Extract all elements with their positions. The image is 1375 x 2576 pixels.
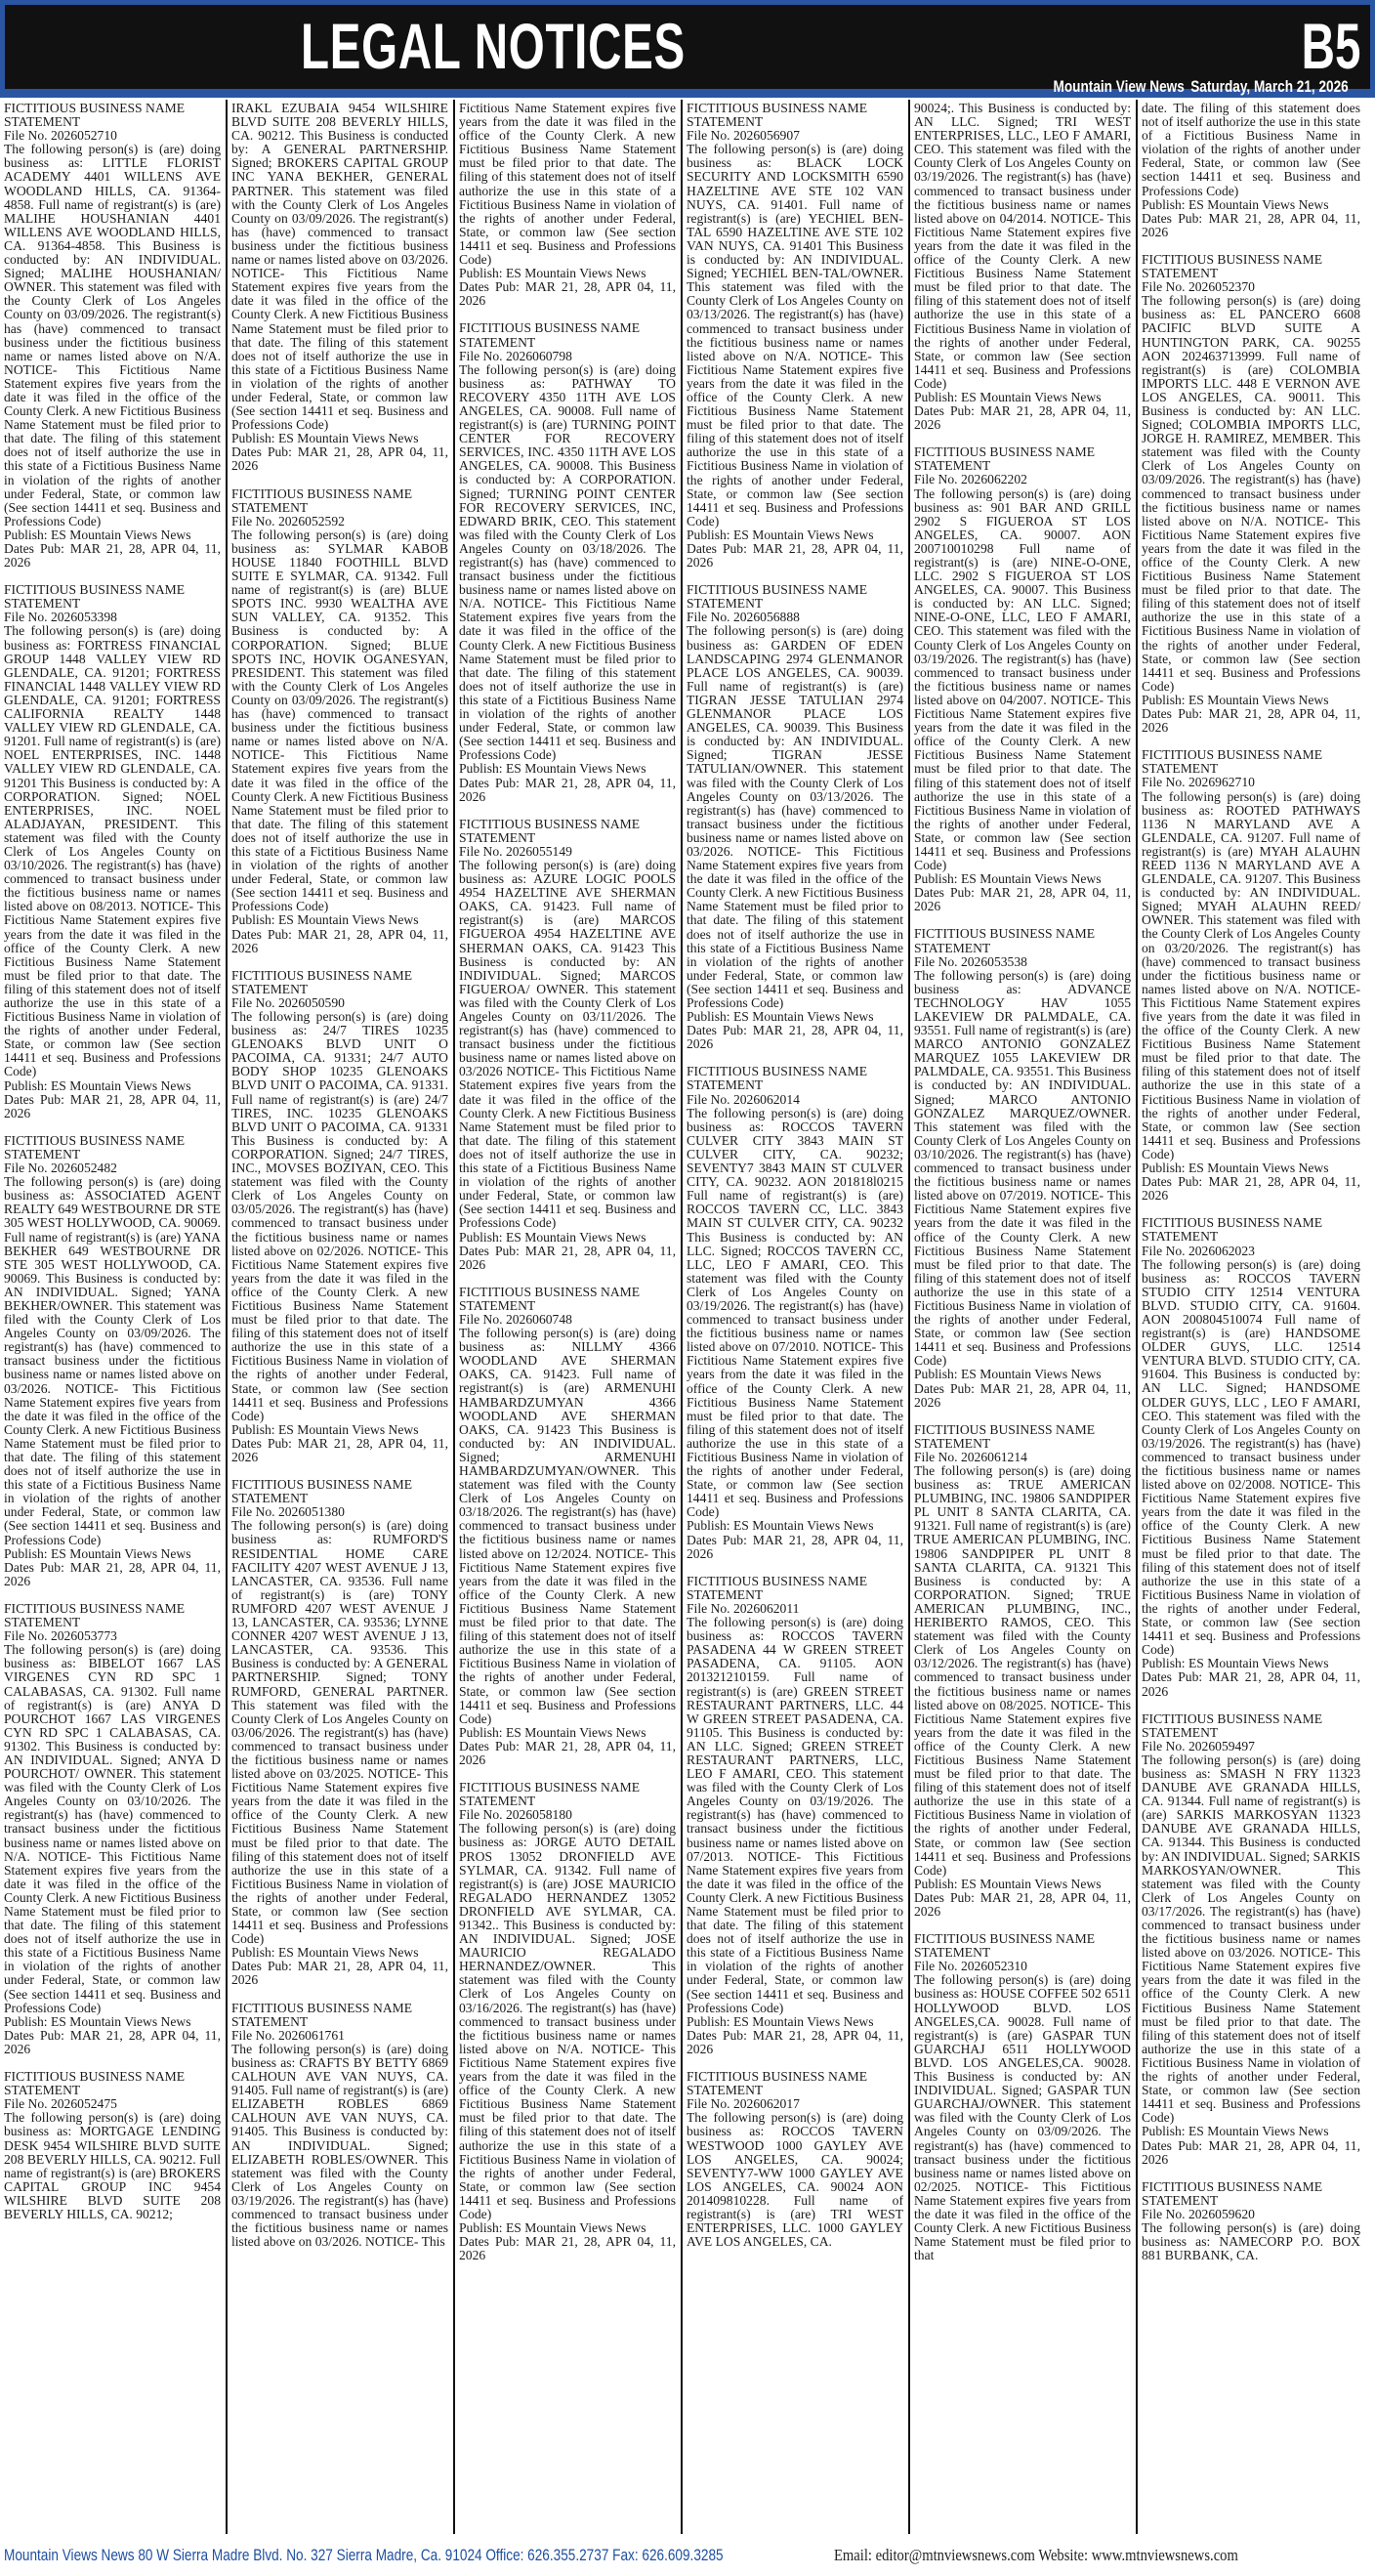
file-number: File No. 2026055149 xyxy=(459,843,572,859)
publication-dates: Dates Pub: MAR 21, 28, APR 04, 11, 2026 xyxy=(914,885,1131,914)
publish-line: Publish: ES Mountain Views News xyxy=(459,1724,646,1740)
notice-body xyxy=(687,624,903,1010)
publish-line: Publish: ES Mountain Views News xyxy=(687,2013,874,2029)
fictitious-business-notice xyxy=(231,487,448,955)
notice-continuation xyxy=(914,102,1131,432)
publication-dates: Dates Pub: MAR 21, 28, APR 04, 11, 2026 xyxy=(459,775,676,804)
file-number: File No. 2026053773 xyxy=(4,1628,117,1644)
notice-heading: FICTITIOUS BUSINESS NAME STATEMENT xyxy=(459,1780,641,1809)
notice-body xyxy=(1142,1753,1360,2126)
legal-notice-text: NOTICE- This Fictitious Name Statement expires five years from the date it was filed in the office of the County Clerk. A new Fictitious Business Name Statement must be filed prior to that date. The filing of this statement does not of itself authorize the use in this state of a Fictitious Business Name in violation of the rights of another under Federal, State, or common law (See section 14411 et seq. Business and Professions Code) xyxy=(914,1697,1132,1878)
publish-line: Publish: ES Mountain Views News xyxy=(914,1876,1102,1891)
notice-text: The following person(s) is (are) doing business as: NAMECORP P.O. BOX 881 BURBANK, CA. xyxy=(1142,2219,1360,2263)
notice-body xyxy=(914,1464,1131,1878)
file-number: File No. 2026058180 xyxy=(459,1807,572,1823)
notice-text: IRAKL EZUBAIA 9454 WILSHIRE BLVD SUITE 208 BEVERLY HILLS, CA. 90212. This Business is conducted by: A GENERAL PARTNERSHIP. Signed; BROKERS CAPITAL GROUP INC YANA BEKHER, GENERAL PARTNER. This statement was filed with the County Clerk of Los Angeles County on 03/09/2026. The registrant(s) has (have) commenced to transact business under the fictitious business name or names listed above on 03/2026. xyxy=(231,101,448,268)
publish-line: Publish: ES Mountain Views News xyxy=(1142,196,1329,212)
file-number: File No. 2026052370 xyxy=(1142,279,1255,295)
publication-dates: Dates Pub: MAR 21, 28, APR 04, 11, 2026 xyxy=(4,2027,221,2056)
notice-body xyxy=(231,2043,448,2249)
notice-text: The following person(s) is (are) doing business as: RUMFORD'S RESIDENTIAL HOME CARE FACILITY 4207 WEST AVENUE J 13, LANCASTER, CA. 93536. Full name of registrant(s) is (are) TONY RUMFORD 4207 WEST AVENUE J 13, LANCASTER, CA. 93536; LYNNE CONNER 4207 WEST AVENUE J 13, LANCASTER, CA. 93536. This Business is conducted by: A GENERAL PARTNERSHIP. Signed; TONY RUMFORD, GENERAL PARTNER. This statement was filed with the County Clerk of Los Angeles County on 03/06/2026. The registrant(s) has (have) commenced to transact business under the fictitious business name or names listed above on 03/2025. xyxy=(231,1518,448,1782)
notice-heading: FICTITIOUS BUSINESS NAME STATEMENT xyxy=(914,926,1096,955)
footer-contact: Mountain Views News 80 W Sierra Madre Blvd. No. 327 Sierra Madre, Ca. 91024 Office: 626.355.2737 Fax: 626.609.3285 xyxy=(4,2546,724,2564)
publish-line: Publish: ES Mountain Views News xyxy=(687,527,874,542)
publication-dates: Dates Pub: MAR 21, 28, APR 04, 11, 2026 xyxy=(231,444,448,474)
notice-body xyxy=(4,1175,221,1547)
notice-text: The following person(s) is (are) doing business as: CRAFTS BY BETTY 6869 CALHOUN AVE VAN NUYS, CA. 91405. Full name of registrant(s) is (are) ELIZABETH ROBLES 6869 CALHOUN AVE VAN NUYS, CA. 91405. This Business is conducted by: AN INDIVIDUAL. Signed; ELIZABETH ROBLES/OWNER. This statement was filed with the County Clerk of Los Angeles County on 03/19/2026. The registrant(s) has (have) commenced to transact business under the fictitious business name or names listed above on 03/2026. NOTICE- This xyxy=(231,2041,448,2250)
notice-heading: FICTITIOUS BUSINESS NAME STATEMENT xyxy=(1142,747,1323,777)
notice-body xyxy=(1142,102,1360,198)
file-number: File No. 2026962710 xyxy=(1142,775,1255,790)
fictitious-business-notice xyxy=(231,2002,448,2250)
publication-dates: Dates Pub: MAR 21, 28, APR 04, 11, 2026 xyxy=(687,1532,903,1561)
fictitious-business-notice xyxy=(1142,253,1360,735)
notice-heading: FICTITIOUS BUSINESS NAME STATEMENT xyxy=(687,101,868,130)
notice-heading: FICTITIOUS BUSINESS NAME STATEMENT xyxy=(4,2069,186,2098)
notice-text: The following person(s) is (are) doing business as: TRUE AMERICAN PLUMBING, INC. 19806 SANDPIPER PL UNIT 8 SANTA CLARITA, CA. 91321. Full name of registrant(s) is (are) TRUE AMERICAN PLUMBING, INC. 19806 SANDPIPER PL UNIT 8 SANTA CLARITA, CA. 91321 This Business is conducted by: A CORPORATION. Signed; TRUE AMERICAN PLUMBING, INC., HERIBERTO RAMOS, CEO. This statement was filed with the County Clerk of Los Angeles County on 03/12/2026. The registrant(s) has (have) commenced to transact business under the fictitious business name or names listed above on 08/2025. xyxy=(914,1463,1131,1712)
publication-dates: Dates Pub: MAR 21, 28, APR 04, 11, 2026 xyxy=(914,403,1131,433)
notice-body xyxy=(231,528,448,914)
legal-notice-text: NOTICE- This Fictitious Name Statement expires five years from the date it was filed in the office of the County Clerk. A new Fictitious Business Name Statement must be filed prior to that date. The filing of this statement does not of itself authorize the use in this state of a Fictitious Business Name in violation of the rights of another under Federal, State, or common law (See section 14411 et seq. Business and Professions Code) xyxy=(687,1339,904,1520)
legal-notice-text: NOTICE- This Fictitious Name Statement expires five years from the date it was filed in the office of the County Clerk. A new Fictitious Business Name Statement must be filed prior to that date. The filing of this statement does not of itself authorize the use in this state of a Fictitious Business Name in violation of the rights of another under Federal, State, or common law (See section 14411 et seq. Business and Professions Code) xyxy=(1142,1477,1360,1658)
fictitious-business-notice xyxy=(4,1602,221,2056)
notice-text: The following person(s) is (are) doing business as: LITTLE FLORIST ACADEMY 4401 WILLENS AVE WOODLAND HILLS, CA. 91364-4858. Full name of registrant(s) is (are) MALIHE HOUSHANIAN 4401 WILLENS AVE WOODLAND HILLS, CA. 91364-4858. This Business is conducted by: AN INDIVIDUAL. Signed; MALIHE HOUSHANIAN/ OWNER. This statement was filed with the County Clerk of Los Angeles County on 03/09/2026. The registrant(s) has (have) commenced to transact business under the fictitious business name or names listed above on N/A. xyxy=(4,142,221,363)
fictitious-business-notice xyxy=(687,583,903,1051)
notice-columns xyxy=(0,100,1375,2534)
legal-notice-text: NOTICE- This Fictitious Name Statement expires five years from the date it was filed in the office of the County Clerk. A new Fictitious Business Name Statement must be filed prior to that date. The filing of this statement does not of itself authorize the use in this state of a Fictitious Business Name in violation of the rights of another under Federal, State, or common law (See section 14411 et seq. Business and Professions Code) xyxy=(1142,1945,1360,2126)
notice-heading: FICTITIOUS BUSINESS NAME STATEMENT xyxy=(231,967,413,996)
legal-notice-text: NOTICE- This Fictitious Name Statement expires five years from the date it was filed in the office of the County Clerk. A new Fictitious Business Name Statement must be filed prior to that date. The filing of this statement does not of itself authorize the use in this state of a Fictitious Business Name in violation of the rights of another under Federal, State, or common law (See section 14411 et seq. Business and Professions Code) xyxy=(1142,981,1360,1161)
notice-continuation xyxy=(231,102,448,474)
publication-dates: Dates Pub: MAR 21, 28, APR 04, 11, 2026 xyxy=(231,926,448,955)
publication-dates: Dates Pub: MAR 21, 28, APR 04, 11, 2026 xyxy=(231,1435,448,1464)
notice-heading: FICTITIOUS BUSINESS NAME STATEMENT xyxy=(914,1931,1096,1961)
notice-heading: FICTITIOUS BUSINESS NAME STATEMENT xyxy=(459,320,641,350)
publish-line: Publish: ES Mountain Views News xyxy=(4,1077,191,1093)
publish-line: Publish: ES Mountain Views News xyxy=(459,266,646,281)
notice-body xyxy=(1142,294,1360,694)
notice-text: The following person(s) is (are) doing business as: BLACK LOCK SECURITY AND LOCKSMITH 6590 HAZELTINE AVE STE 102 VAN NUYS, CA. 91401. Full name of registrant(s) is (are) YECHIEL BEN-TAL 6590 HAZELTINE AVE STE 102 VAN NUYS, CA. 91401 This Business is conducted by: AN INDIVIDUAL. Signed; YECHIEL BEN-TAL/OWNER. This statement was filed with the County Clerk of Los Angeles County on 03/13/2026. The registrant(s) has (have) commenced to transact business under the fictitious business name or names listed above on N/A. xyxy=(687,142,903,363)
notice-heading: FICTITIOUS BUSINESS NAME STATEMENT xyxy=(914,1421,1096,1451)
notice-text: 90024;. This Business is conducted by: AN LLC. Signed; TRI WEST ENTERPRISES, LLC., LEO F AMARI, CEO. This statement was filed with the County Clerk of Los Angeles County on 03/19/2026. The registrant(s) has (have) commenced to transact business under the fictitious business name or names listed above on 04/2014. xyxy=(914,101,1131,226)
publish-line: Publish: ES Mountain Views News xyxy=(687,1009,874,1025)
notice-heading: FICTITIOUS BUSINESS NAME STATEMENT xyxy=(4,1132,186,1161)
notice-text: Fictitious Name Statement expires five years from the date it was filed in the office of the County Clerk. A new Fictitious Business Name Statement must be filed prior to that date. The filing of this statement does not of itself authorize the use in this state of a Fictitious Business Name in violation of the rights of another under Federal, State, or common law (See section 14411 et seq. Business and Professions Code) xyxy=(459,101,676,268)
publish-line: Publish: ES Mountain Views News xyxy=(459,2220,646,2236)
publication-dates: Dates Pub: MAR 21, 28, APR 04, 11, 2026 xyxy=(914,1889,1131,1919)
fictitious-business-notice xyxy=(231,1478,448,1987)
notice-text: The following person(s) is (are) doing business as: PATHWAY TO RECOVERY 4350 11TH AVE LOS ANGELES, CA. 90008. Full name of registrant(s) is (are) TURNING POINT CENTER FOR RECOVERY SERVICES, INC. 4350 11TH AVE LOS ANGELES, CA. 90008. This Business is conducted by: A CORPORATION. Signed; TURNING POINT CENTER FOR RECOVERY SERVICES, INC, EDWARD BRIK, CEO. This statement was filed with the County Clerk of Los Angeles County on 03/18/2026. The registrant(s) has (have) commenced to transact business under the fictitious business name or names listed above on N/A. xyxy=(459,361,676,612)
file-number: File No. 2026051380 xyxy=(231,1504,345,1520)
publish-line: Publish: ES Mountain Views News xyxy=(1142,1161,1329,1176)
publish-line: Publish: ES Mountain Views News xyxy=(1142,1656,1329,1671)
legal-notice-text: NOTICE- This Fictitious Name Statement expires five years from the date it was filed in the office of the County Clerk. A new Fictitious Business Name Statement must be filed prior to that date. The filing of this statement does not of itself authorize the use in this state of a Fictitious Business Name in violation of the rights of another under Federal, State, or common law (See section 14411 et seq. Business and Professions Code) xyxy=(687,1848,903,2015)
notice-body xyxy=(687,143,903,528)
notice-heading: FICTITIOUS BUSINESS NAME STATEMENT xyxy=(459,1284,641,1313)
notice-heading: FICTITIOUS BUSINESS NAME STATEMENT xyxy=(687,582,868,612)
notice-heading: FICTITIOUS BUSINESS NAME STATEMENT xyxy=(687,1573,868,1602)
publication-dates: Dates Pub: MAR 21, 28, APR 04, 11, 2026 xyxy=(1142,2137,1360,2167)
publish-line: Publish: ES Mountain Views News xyxy=(4,1545,191,1561)
notice-body xyxy=(459,1822,676,2221)
notice-column xyxy=(228,100,455,2534)
notice-continuation xyxy=(459,102,676,308)
publication-dates: Dates Pub: MAR 21, 28, APR 04, 11, 2026 xyxy=(1142,1669,1360,1699)
notice-body xyxy=(1142,790,1360,1162)
notice-body xyxy=(231,1519,448,1946)
legal-notice-text: NOTICE- This Fictitious Name Statement expires five years from the date it was filed in the office of the County Clerk. A new Fictitious Business Name Statement must be filed prior to that date. The filing of this statement does not of itself authorize the use in this state of a Fictitious Business Name in violation of the rights of another under Federal, State, or common law (See section 14411 et seq. Business and Professions Code) xyxy=(4,1848,221,2015)
file-number: File No. 2026052310 xyxy=(914,1959,1027,1974)
file-number: File No. 2026062023 xyxy=(1142,1243,1255,1258)
publish-line: Publish: ES Mountain Views News xyxy=(4,2013,191,2029)
notice-heading: FICTITIOUS BUSINESS NAME STATEMENT xyxy=(4,1600,186,1630)
fictitious-business-notice xyxy=(459,1286,676,1767)
notice-text: The following person(s) is (are) doing business as: JORGE AUTO DETAIL PROS 13052 DRONFIELD AVE SYLMAR, CA. 91342. Full name of registrant(s) is (are) JOSE MAURICIO REGALADO HERNANDEZ 13052 DRONFIELD AVE SYLMAR, CA. 91342.. This Business is conducted by: AN INDIVIDUAL. Signed; JOSE MAURICIO REGALADO HERNANDEZ/OWNER. This statement was filed with the County Clerk of Los Angeles County on 03/16/2026. The registrant(s) has (have) commenced to transact business under the fictitious business name or names listed above on N/A. xyxy=(459,1821,676,2056)
notice-body xyxy=(4,1643,221,2015)
notice-text: The following person(s) is (are) doing business as: EL PANCERO 6608 PACIFIC BLVD SUITE A HUNTINGTON PARK, CA. 90255 AON 202463713999. Full name of registrant(s) is (are) COLOMBIA IMPORTS LLC. 448 E VERNON AVE LOS ANGELES, CA. 90011. This Business is conducted by: AN LLC. Signed; COLOMBIA IMPORTS LLC, JORGE H. RAMIREZ, MEMBER. This statement was filed with the County Clerk of Los Angeles County on 03/09/2026. The registrant(s) has (have) commenced to transact business under the fictitious business name or names listed above on N/A. xyxy=(1142,293,1360,528)
notice-text: The following person(s) is (are) doing business as: ADVANCE TECHNOLOGY HAV 1055 LAKEVIEW DR PALMDALE, CA. 93551. Full name of registrant(s) is (are) MARCO ANTONIO GONZALEZ MARQUEZ 1055 LAKEVIEW DR PALMDALE, CA. 93551. This Business is conducted by: AN INDIVIDUAL. Signed; MARCO ANTONIO GONZALEZ MARQUEZ/OWNER. This statement was filed with the County Clerk of Los Angeles County on 03/10/2026. The registrant(s) has (have) commenced to transact business under the fictitious business name or names listed above on 07/2019. xyxy=(914,967,1131,1204)
fictitious-business-notice xyxy=(4,1134,221,1588)
file-number: File No. 2026053538 xyxy=(914,953,1027,969)
publish-line: Publish: ES Mountain Views News xyxy=(1142,2124,1329,2139)
notice-body xyxy=(459,102,676,267)
publish-line: Publish: ES Mountain Views News xyxy=(914,871,1102,887)
legal-notice-text: NOTICE- This Fictitious Name Statement expires five years from the date it was filed in the office of the County Clerk. A new Fictitious Business Name Statement must be filed prior to that date. The filing of this statement does not of itself authorize the use in this state of a Fictitious Business Name in violation of the rights of another under Federal, State, or common law (See section 14411 et seq. Business and Professions Code) xyxy=(231,266,448,433)
notice-heading: FICTITIOUS BUSINESS NAME STATEMENT xyxy=(1142,1215,1323,1245)
legal-notice-text: NOTICE- This Fictitious Name Statement expires five years from the date it was filed in the office of the County Clerk. A new Fictitious Business Name Statement must be filed prior to that date. The filing of this statement does not of itself authorize the use in this state of a Fictitious Business Name in violation of the rights of another under Federal, State, or common law (See section 14411 et seq. Business and Professions Code) xyxy=(1142,513,1360,694)
publish-line: Publish: ES Mountain Views News xyxy=(4,527,191,542)
footer xyxy=(4,2544,1371,2567)
masthead xyxy=(0,0,1375,98)
legal-notice-text: NOTICE- This Fictitious Name Statement expires five years from the date it was filed in the office of the County Clerk. A new Fictitious Business Name Statement must be filed prior to that date. The filing of this statement does not of itself authorize the use in this state of a Fictitious Business Name in violation of the rights of another under Federal, State, or common law (See section 14411 et seq. Business and Professions Code) xyxy=(4,361,221,528)
notice-text: The following person(s) is (are) doing business as: NILLMY 4366 WOODLAND AVE SHERMAN OAKS, CA. 91423. Full name of registrant(s) is (are) ARMENUHI HAMBARDZUMYAN 4366 WOODLAND AVE SHERMAN OAKS, CA. 91423 This Business is conducted by: AN INDIVIDUAL. Signed; ARMENUHI HAMBARDZUMYAN/OWNER. This statement was filed with the County Clerk of Los Angeles County on 03/18/2026. The registrant(s) has (have) commenced to transact business under the fictitious business name or names listed above on 12/2024. xyxy=(459,1326,676,1561)
fictitious-business-notice xyxy=(687,102,903,570)
paper-name: Mountain View News xyxy=(1053,77,1186,96)
legal-notice-text: NOTICE- This Fictitious Name Statement expires five years from the date it was filed in the office of the County Clerk. A new Fictitious Business Name Statement must be filed prior to that date. The filing of this statement does not of itself authorize the use in this state of a Fictitious Business Name in violation of the rights of another under Federal, State, or common law (See section 14411 et seq. Business and Professions Code) xyxy=(231,1766,449,1947)
notice-heading: FICTITIOUS BUSINESS NAME STATEMENT xyxy=(231,486,413,515)
fictitious-business-notice xyxy=(4,2070,221,2221)
fictitious-business-notice xyxy=(914,445,1131,913)
file-number: File No. 2026052592 xyxy=(231,513,345,528)
file-number: File No. 2026052482 xyxy=(4,1161,117,1176)
publication-dates: Dates Pub: MAR 21, 28, APR 04, 11, 2026 xyxy=(4,541,221,570)
publication-dates: Dates Pub: MAR 21, 28, APR 04, 11, 2026 xyxy=(1142,210,1360,239)
fictitious-business-notice xyxy=(459,818,676,1272)
notice-continuation xyxy=(1142,102,1360,239)
notice-heading: FICTITIOUS BUSINESS NAME STATEMENT xyxy=(231,2000,413,2029)
notice-body xyxy=(1142,1258,1360,1658)
notice-body xyxy=(4,2111,221,2221)
fictitious-business-notice xyxy=(1142,1712,1360,2167)
notice-text: The following person(s) is (are) doing business as: MORTGAGE LENDING DESK 9454 WILSHIRE BLVD SUITE 208 BEVERLY HILLS, CA. 90212. Full name of registrant(s) is (are) BROKERS CAPITAL GROUP INC 9454 WILSHIRE BLVD SUITE 208 BEVERLY HILLS, CA. 90212; xyxy=(4,2110,221,2221)
notice-text: The following person(s) is (are) doing business as: ASSOCIATED AGENT REALTY 649 WESTBOURNE DR STE 305 WEST HOLLYWOOD, CA. 90069. Full name of registrant(s) is (are) YANA BEKHER 649 WESTBOURNE DR STE 305 WEST HOLLYWOOD, CA. 90069. This Business is conducted by: AN INDIVIDUAL. Signed; YANA BEKHER/OWNER. This statement was filed with the County Clerk of Los Angeles County on 03/09/2026. The registrant(s) has (have) commenced to transact business under the fictitious business name or names listed above on 03/2026. xyxy=(4,1174,221,1396)
publication-dates: Dates Pub: MAR 21, 28, APR 04, 11, 2026 xyxy=(1142,706,1360,736)
notice-body xyxy=(459,363,676,763)
file-number: File No. 2026061761 xyxy=(231,2027,345,2043)
notice-column xyxy=(0,100,228,2534)
fictitious-business-notice xyxy=(914,1423,1131,1919)
footer-web: Email: editor@mtnviewsnews.com Website: www.mtnviewsnews.com xyxy=(834,2546,1238,2564)
legal-notice-text: NOTICE- This Fictitious Name Statement expires five years from the date it was filed in the office of the County Clerk. A new Fictitious Business Name Statement must be filed prior to that date. The filing of this statement does not of itself authorize the use in this state of a Fictitious Business Name in violation of the rights of another under Federal, State, or common law (See section 14411 et seq. Business and Professions Code) xyxy=(914,1188,1132,1369)
fictitious-business-notice xyxy=(687,1065,903,1560)
notice-body xyxy=(914,969,1131,1369)
notice-text: The following person(s) is (are) doing business as: ROCCOS TAVERN STUDIO CITY 12514 VENTURA BLVD. STUDIO CITY, CA. 91604. AON 200804510074 Full name of registrant(s) is (are) HANDSOME OLDER GUYS, LLC. 12514 VENTURA BLVD. STUDIO CITY, CA. 91604. This Business is conducted by: AN LLC. Signed; HANDSOME OLDER GUYS, LLC , LEO F AMARI, CEO. This statement was filed with the County Clerk of Los Angeles County on 03/19/2026. The registrant(s) has (have) commenced to transact business under the fictitious business name or names listed above on 02/2008. xyxy=(1142,1256,1360,1493)
fictitious-business-notice xyxy=(1142,1216,1360,1698)
section-title: LEGAL NOTICES xyxy=(301,10,686,82)
publication-dates: Dates Pub: MAR 21, 28, APR 04, 11, 2026 xyxy=(459,2234,676,2263)
publication-dates: Dates Pub: MAR 21, 28, APR 04, 11, 2026 xyxy=(231,1959,448,1988)
fictitious-business-notice xyxy=(687,1575,903,2056)
notice-text: The following person(s) is (are) doing business as: 24/7 TIRES 10235 GLENOAKS BLVD UNIT O PACOIMA, CA. 91331; 24/7 AUTO BODY SHOP 10235 GLENOAKS BLVD UNIT O PACOIMA, CA. 91331. Full name of registrant(s) is (are) 24/7 TIRES, INC. 10235 GLENOAKS BLVD UNIT O PACOIMA, CA. 91331 This Business is conducted by: A CORPORATION. Signed; 24/7 TIRES, INC., MOVSES BOZIYAN, CEO. This statement was filed with the County Clerk of Los Angeles County on 03/05/2026. The registrant(s) has (have) commenced to transact business under the fictitious business name or names listed above on 02/2026. xyxy=(231,1009,448,1258)
publish-line: Publish: ES Mountain Views News xyxy=(231,1421,419,1437)
file-number: File No. 2026052710 xyxy=(4,128,117,144)
notice-text: The following person(s) is (are) doing business as: HOUSE COFFEE 502 6511 HOLLYWOOD BLVD. LOS ANGELES,CA. 90028. Full name of registrant(s) is (are) GASPAR TUN GUARCHAJ 6511 HOLLYWOOD BLVD. LOS ANGELES,CA. 90028. This Business is conducted by: AN INDIVIDUAL. Signed; GASPAR TUN GUARCHAJ/OWNER. This statement was filed with the County Clerk of Los Angeles County on 03/09/2026. The registrant(s) has (have) commenced to transact business under the fictitious business name or names listed above on 02/2025. NOTICE- This Fictitious Name Statement expires five years from the date it was filed in the office of the County Clerk. A new Fictitious Business Name Statement must be filed prior to that xyxy=(914,1972,1131,2263)
notice-body xyxy=(459,859,676,1231)
file-number: File No. 2026060748 xyxy=(459,1311,572,1327)
legal-notice-text: NOTICE- This Fictitious Name Statement expires five years from the date it was filed in the office of the County Clerk. A new Fictitious Business Name Statement must be filed prior to that date. The filing of this statement does not of itself authorize the use in this state of a Fictitious Business Name in violation of the rights of another under Federal, State, or common law (See section 14411 et seq. Business and Professions Code) xyxy=(4,899,222,1079)
notice-body xyxy=(687,2111,903,2249)
notice-body xyxy=(914,487,1131,873)
publish-line: Publish: ES Mountain Views News xyxy=(459,761,646,777)
fictitious-business-notice xyxy=(459,1781,676,2262)
file-number: File No. 2026059497 xyxy=(1142,1738,1255,1753)
notice-body xyxy=(4,143,221,528)
publication-dates: Dates Pub: MAR 21, 28, APR 04, 11, 2026 xyxy=(459,1243,676,1272)
publish-line: Publish: ES Mountain Views News xyxy=(231,1945,419,1961)
file-number: File No. 2026056888 xyxy=(687,610,800,625)
legal-notice-text: NOTICE- This Fictitious Name Statement expires five years from the date it was filed in the office of the County Clerk. A new Fictitious Business Name Statement must be filed prior to that date. The filing of this statement does not of itself authorize the use in this state of a Fictitious Business Name in violation of the rights of another under Federal, State, or common law (See section 14411 et seq. Business and Professions Code) xyxy=(231,1243,449,1423)
notice-column xyxy=(910,100,1138,2534)
notice-heading: FICTITIOUS BUSINESS NAME STATEMENT xyxy=(231,1477,413,1506)
notice-body xyxy=(1142,2221,1360,2262)
publication-dates: Dates Pub: MAR 21, 28, APR 04, 11, 2026 xyxy=(4,1559,221,1588)
publication-dates: Dates Pub: MAR 21, 28, APR 04, 11, 2026 xyxy=(687,541,903,570)
notice-column xyxy=(455,100,683,2534)
notice-heading: FICTITIOUS BUSINESS NAME STATEMENT xyxy=(1142,1710,1323,1740)
notice-heading: FICTITIOUS BUSINESS NAME STATEMENT xyxy=(1142,251,1323,281)
notice-body xyxy=(914,1973,1131,2262)
file-number: File No. 2026062011 xyxy=(687,1600,800,1616)
file-number: File No. 2026062202 xyxy=(914,472,1027,487)
publication-dates: Dates Pub: MAR 21, 28, APR 04, 11, 2026 xyxy=(1142,1174,1360,1204)
legal-notice-text: NOTICE- This Fictitious Name Statement expires five years from the date it was filed in the office of the County Clerk. A new Fictitious Business Name Statement must be filed prior to that date. The filing of this statement does not of itself authorize the use in this state of a Fictitious Business Name in violation of the rights of another under Federal, State, or common law (See section 14411 et seq. Business and Professions Code) xyxy=(687,843,903,1010)
publish-line: Publish: ES Mountain Views News xyxy=(687,1518,874,1534)
file-number: File No. 2026056907 xyxy=(687,128,800,144)
page-number: B5 xyxy=(1301,10,1360,82)
legal-notice-text: NOTICE- This Fictitious Name Statement expires five years from the date it was filed in the office of the County Clerk. A new Fictitious Business Name Statement must be filed prior to that date. The filing of this statement does not of itself authorize the use in this state of a Fictitious Business Name in violation of the rights of another under Federal, State, or common law (See section 14411 et seq. Business and Professions Code) xyxy=(4,1380,221,1547)
notice-heading: FICTITIOUS BUSINESS NAME STATEMENT xyxy=(914,444,1096,474)
notice-text: The following person(s) is (are) doing business as: AZURE LOGIC POOLS 4954 HAZELTINE AVE SHERMAN OAKS, CA. 91423. Full name of registrant(s) is (are) MARCOS FIGUEROA 4954 HAZELTINE AVE SHERMAN OAKS, CA. 91423 This Business is conducted by: AN INDIVIDUAL. Signed; MARCOS FIGUEROA/ OWNER. This statement was filed with the County Clerk of Los Angeles County on 03/11/2026. The registrant(s) has (have) commenced to transact business under the fictitious business name or names listed above on 03/2026 xyxy=(459,857,676,1079)
fictitious-business-notice xyxy=(459,321,676,803)
publication-dates: Dates Pub: MAR 21, 28, APR 04, 11, 2026 xyxy=(687,1023,903,1052)
notice-body xyxy=(231,102,448,432)
legal-notice-text: NOTICE- This Fictitious Name Statement expires five years from the date it was filed in the office of the County Clerk. A new Fictitious Business Name Statement must be filed prior to that date. The filing of this statement does not of itself authorize the use in this state of a Fictitious Business Name in violation of the rights of another under Federal, State, or common law (See section 14411 et seq. Business and Professions Code) xyxy=(459,596,676,763)
fictitious-business-notice xyxy=(914,1932,1131,2262)
notice-heading: FICTITIOUS BUSINESS NAME STATEMENT xyxy=(459,816,641,845)
notice-heading: FICTITIOUS BUSINESS NAME STATEMENT xyxy=(687,1064,868,1093)
publication-dates: Dates Pub: MAR 21, 28, APR 04, 11, 2026 xyxy=(459,1738,676,1767)
legal-notice-text: NOTICE- This Fictitious Name Statement expires five years from the date it was filed in the office of the County Clerk. A new Fictitious Business Name Statement must be filed prior to that date. The filing of this statement does not of itself authorize the use in this state of a Fictitious Business Name in violation of the rights of another under Federal, State, or common law (See section 14411 et seq. Business and Professions Code) xyxy=(459,2041,676,2221)
notice-column xyxy=(1138,100,1365,2534)
legal-notice-text: NOTICE- This Fictitious Name Statement expires five years from the date it was filed in the office of the County Clerk. A new Fictitious Business Name Statement must be filed prior to that date. The filing of this statement does not of itself authorize the use in this state of a Fictitious Business Name in violation of the rights of another under Federal, State, or common law (See section 14411 et seq. Business and Professions Code) xyxy=(914,692,1132,873)
notice-text: The following person(s) is (are) doing business as: ROCCOS TAVERN CULVER CITY 3843 MAIN ST CULVER CITY, CA. 90232; SEVENTY7 3843 MAIN ST CULVER CITY, CA. 90232. AON 201818l0215 Full name of registrant(s) is (are) ROCCOS TAVERN CC, LLC. 3843 MAIN ST CULVER CITY, CA. 90232 This Business is conducted by: AN LLC. Signed; ROCCOS TAVERN CC, LLC, LEO F AMARI, CEO. This statement was filed with the County Clerk of Los Angeles County on 03/19/2026. The registrant(s) has (have) commenced to transact business under the fictitious business name or names listed above on 07/2010. xyxy=(687,1105,903,1355)
notice-text: The following person(s) is (are) doing business as: ROCCOS TAVERN WESTWOOD 1000 GAYLEY AVE LOS ANGELES, CA. 90024; SEVENTY7-WW 1000 GAYLEY AVE LOS ANGELES, CA. 90024 AON 201409810228. Full name of registrant(s) is (are) TRI WEST ENTERPRISES, LLC. 1000 GAYLEY AVE LOS ANGELES, CA. xyxy=(687,2110,903,2250)
notice-text: The following person(s) is (are) doing business as: FORTRESS FINANCIAL GROUP 1448 VALLEY VIEW RD GLENDALE, CA. 91201; FORTRESS FINANCIAL 1448 VALLEY VIEW RD GLENDALE, CA. 91201; FORTRESS CALIFORNIA REALTY 1448 VALLEY VIEW RD GLENDALE, CA. 91201. Full name of registrant(s) is (are) NOEL ENTERPRISES, INC. 1448 VALLEY VIEW RD GLENDALE, CA. 91201 This Business is conducted by: A CORPORATION. Signed; NOEL ENTERPRISES, INC. NOEL ALADJAYAN, PRESIDENT. This statement was filed with the County Clerk of Los Angeles County on 03/10/2026. The registrant(s) has (have) commenced to transact business under the fictitious business name or names listed above on 08/2013. xyxy=(4,623,221,914)
fictitious-business-notice xyxy=(914,927,1131,1409)
notice-text: The following person(s) is (are) doing business as: BIBELOT 1667 LAS VIRGENES CYN RD SPC 1 CALABASAS, CA. 91302. Full name of registrant(s) is (are) ANYA D POURCHOT 1667 LAS VIRGENES CYN RD SPC 1 CALABASAS, CA. 91302. This Business is conducted by: AN INDIVIDUAL. Signed; ANYA D POURCHOT/ OWNER. This statement was filed with the County Clerk of Los Angeles County on 03/10/2026. The registrant(s) has (have) commenced to transact business under the fictitious business name or names listed above on N/A. xyxy=(4,1642,221,1864)
masthead-band xyxy=(5,5,1370,96)
file-number: File No. 2026059620 xyxy=(1142,2206,1255,2221)
fictitious-business-notice xyxy=(4,583,221,1120)
notice-body xyxy=(231,1010,448,1423)
fictitious-business-notice xyxy=(1142,748,1360,1203)
legal-notice-text: NOTICE- This Fictitious Name Statement expires five years from the date it was filed in the office of the County Clerk. A new Fictitious Business Name Statement must be filed prior to that date. The filing of this statement does not of itself authorize the use in this state of a Fictitious Business Name in violation of the rights of another under Federal, State, or common law (See section 14411 et seq. Business and Professions Code) xyxy=(687,348,903,528)
notice-text: The following person(s) is (are) doing business as: GARDEN OF EDEN LANDSCAPING 2974 GLENMANOR PLACE LOS ANGELES, CA. 90039. Full name of registrant(s) is (are) TIGRAN JESSE TATULIAN 2974 GLENMANOR PLACE LOS ANGELES, CA. 90039. This Business is conducted by: AN INDIVIDUAL. Signed; TIGRAN JESSE TATULIAN/OWNER. This statement was filed with the County Clerk of Los Angeles County on 03/13/2026. The registrant(s) has (have) commenced to transact business under the fictitious business name or names listed above on 03/2026. xyxy=(687,623,903,859)
notice-heading: FICTITIOUS BUSINESS NAME STATEMENT xyxy=(1142,2178,1323,2208)
publish-line: Publish: ES Mountain Views News xyxy=(231,431,419,446)
file-number: File No. 2026053398 xyxy=(4,610,117,625)
dateline xyxy=(1047,78,1349,96)
publish-line: Publish: ES Mountain Views News xyxy=(1142,692,1329,707)
notice-text: The following person(s) is (are) doing business as: 901 BAR AND GRILL 2902 S FIGUEROA ST LOS ANGELES, CA. 90007. AON 200710010298 Full name of registrant(s) is (are) NINE-O-ONE, LLC. 2902 S FIGUEROA ST LOS ANGELES, CA. 90007. This Business is conducted by: AN LLC. Signed; NINE-O-ONE, LLC, LEO F AMARI, CEO. This statement was filed with the County Clerk of Los Angeles County on 03/19/2026. The registrant(s) has (have) commenced to transact business under the fictitious business name or names listed above on 04/2007. xyxy=(914,486,1131,707)
file-number: File No. 2026062017 xyxy=(687,2096,800,2112)
fictitious-business-notice xyxy=(1142,2180,1360,2263)
file-number: File No. 2026052475 xyxy=(4,2096,117,2112)
notice-text: The following person(s) is (are) doing business as: SMASH N FRY 11323 DANUBE AVE GRANADA HILLS, CA. 91344. Full name of registrant(s) is (are) SARKIS MARKOSYAN 11323 DANUBE AVE GRANADA HILLS, CA. 91344. This Business is conducted by: AN INDIVIDUAL. Signed; SARKIS MARKOSYAN/OWNER. This statement was filed with the County Clerk of Los Angeles County on 03/17/2026. The registrant(s) has (have) commenced to transact business under the fictitious business name or names listed above on 03/2026. xyxy=(1142,1752,1360,1961)
notice-heading: FICTITIOUS BUSINESS NAME STATEMENT xyxy=(4,582,186,612)
notice-body xyxy=(687,1616,903,2015)
legal-notice-text: NOTICE- This Fictitious Name Statement expires five years from the date it was filed in the office of the County Clerk. A new Fictitious Business Name Statement must be filed prior to that date. The filing of this statement does not of itself authorize the use in this state of a Fictitious Business Name in violation of the rights of another under Federal, State, or common law (See section 14411 et seq. Business and Professions Code) xyxy=(459,1064,676,1231)
notice-text: The following person(s) is (are) doing business as: ROOTED PATHWAYS 1136 N MARYLAND AVE A GLENDALE, CA. 91207. Full name of registrant(s) is (are) MYAH ALAUHN REED 1136 N MARYLAND AVE A GLENDALE, CA. 91207. This Business is conducted by: AN INDIVIDUAL. Signed; MYAH ALAUHN REED/ OWNER. This statement was filed with the County Clerk of Los Angeles County on 03/20/2026. The registrant(s) has (have) commenced to transact business under the fictitious business name or names listed above on N/A. xyxy=(1142,788,1360,996)
publish-line: Publish: ES Mountain Views News xyxy=(914,1367,1102,1382)
publish-line: Publish: ES Mountain Views News xyxy=(231,912,419,928)
publish-line: Publish: ES Mountain Views News xyxy=(459,1229,646,1245)
file-number: File No. 2026062014 xyxy=(687,1091,800,1107)
notice-text: date. The filing of this statement does not of itself authorize the use in this state of a Fictitious Business Name in violation of the rights of another under Federal, State, or common law (See section 14411 et seq. Business and Professions Code) xyxy=(1142,101,1360,198)
fictitious-business-notice xyxy=(687,2070,903,2249)
notice-text: The following person(s) is (are) doing business as: SYLMAR KABOB HOUSE 11840 FOOTHILL BLVD SUITE E SYLMAR, CA. 91342. Full name of registrant(s) is (are) BLUE SPOTS INC. 9930 WEALTHA AVE SUN VALLEY, CA. 91352. This Business is conducted by: A CORPORATION. Signed; BLUE SPOTS INC, HOVIK OGANESYAN, PRESIDENT. This statement was filed with the County Clerk of Los Angeles County on 03/09/2026. The registrant(s) has (have) commenced to transact business under the fictitious business name or names listed above on N/A. xyxy=(231,527,448,749)
publication-dates: Dates Pub: MAR 21, 28, APR 04, 11, 2026 xyxy=(4,1091,221,1120)
legal-notice-text: NOTICE- This Fictitious Name Statement expires five years from the date it was filed in the office of the County Clerk. A new Fictitious Business Name Statement must be filed prior to that date. The filing of this statement does not of itself authorize the use in this state of a Fictitious Business Name in violation of the rights of another under Federal, State, or common law (See section 14411 et seq. Business and Professions Code) xyxy=(231,747,448,914)
publication-dates: Dates Pub: MAR 21, 28, APR 04, 11, 2026 xyxy=(459,279,676,309)
publish-line: Publish: ES Mountain Views News xyxy=(914,389,1102,404)
notice-body xyxy=(459,1327,676,1726)
notice-heading: FICTITIOUS BUSINESS NAME STATEMENT xyxy=(4,101,186,130)
notice-heading: FICTITIOUS BUSINESS NAME STATEMENT xyxy=(687,2069,868,2098)
issue-date: Saturday, March 21, 2026 xyxy=(1190,77,1349,96)
legal-notice-text: NOTICE- This Fictitious Name Statement expires five years from the date it was filed in the office of the County Clerk. A new Fictitious Business Name Statement must be filed prior to that date. The filing of this statement does not of itself authorize the use in this state of a Fictitious Business Name in violation of the rights of another under Federal, State, or common law (See section 14411 et seq. Business and Professions Code) xyxy=(459,1545,677,1726)
notice-body xyxy=(4,624,221,1078)
fictitious-business-notice xyxy=(231,969,448,1464)
file-number: File No. 2026060798 xyxy=(459,348,572,363)
file-number: File No. 2026050590 xyxy=(231,994,345,1010)
file-number: File No. 2026061214 xyxy=(914,1449,1027,1464)
notice-body xyxy=(687,1107,903,1520)
publication-dates: Dates Pub: MAR 21, 28, APR 04, 11, 2026 xyxy=(687,2027,903,2056)
fictitious-business-notice xyxy=(4,102,221,570)
notice-text: The following person(s) is (are) doing business as: ROCCOS TAVERN PASADENA 44 W GREEN STREET PASADENA, CA. 91105. AON 201321210159. Full name of registrant(s) is (are) GREEN STREET RESTAURANT PARTNERS, LLC. 44 W GREEN STREET PASADENA, CA. 91105. This Business is conducted by: AN LLC. Signed; GREEN STREET RESTAURANT PARTNERS, LLC, LEO F AMARI, CEO. This statement was filed with the County Clerk of Los Angeles County on 03/19/2026. The registrant(s) has (have) commenced to transact business under the fictitious business name or names listed above on 07/2013. xyxy=(687,1615,903,1864)
notice-column xyxy=(683,100,910,2534)
publication-dates: Dates Pub: MAR 21, 28, APR 04, 11, 2026 xyxy=(914,1380,1131,1410)
notice-body xyxy=(914,102,1131,391)
legal-notice-text: NOTICE- This Fictitious Name Statement expires five years from the date it was filed in the office of the County Clerk. A new Fictitious Business Name Statement must be filed prior to that date. The filing of this statement does not of itself authorize the use in this state of a Fictitious Business Name in violation of the rights of another under Federal, State, or common law (See section 14411 et seq. Business and Professions Code) xyxy=(914,210,1132,391)
